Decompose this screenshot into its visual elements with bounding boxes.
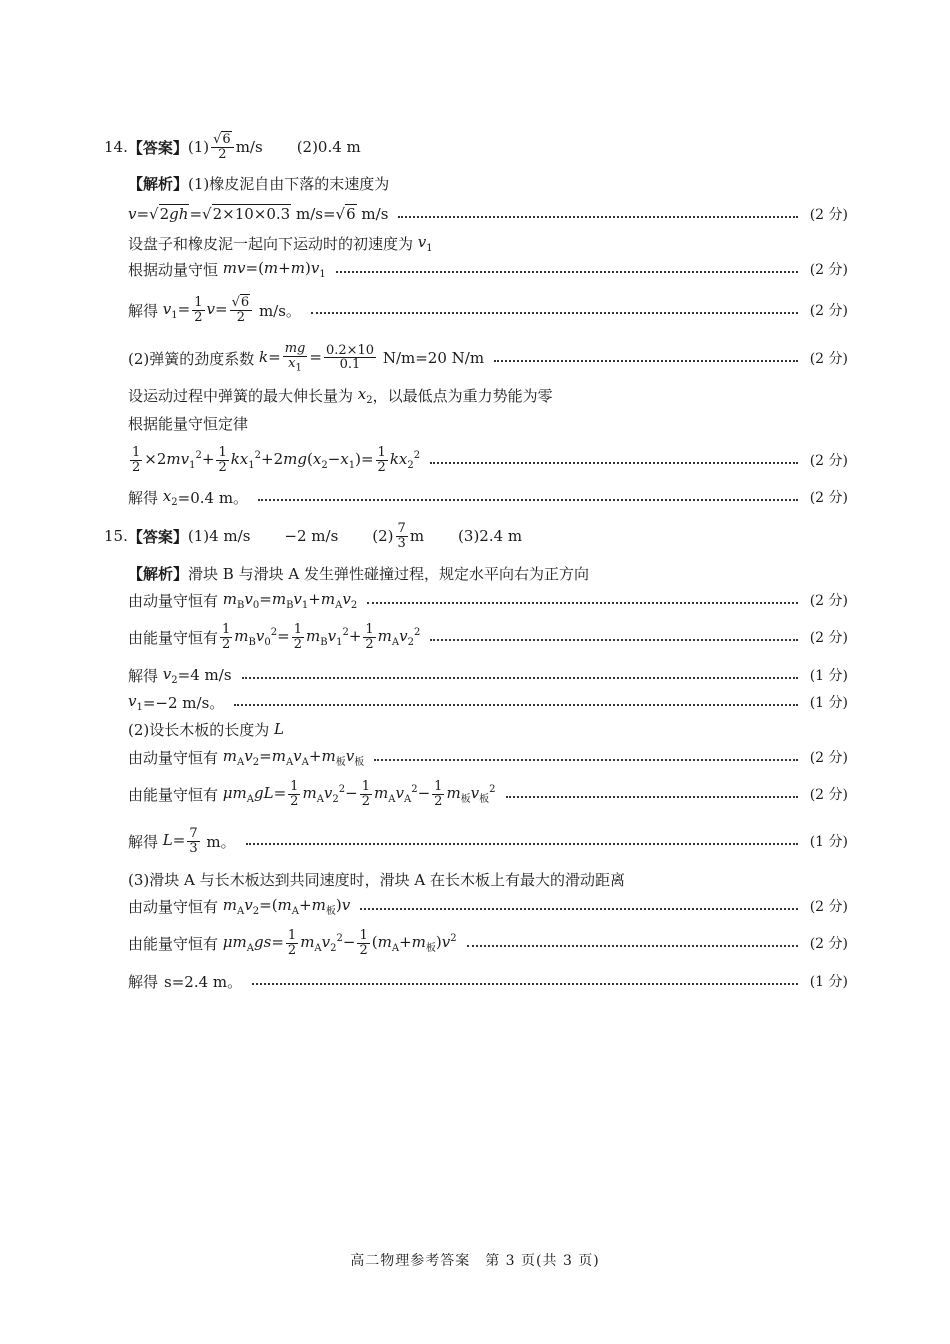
q15-s2-formula: $\frac{1}{2}$ $m_Bv_0^2=$ $\frac{1}{2}$ $m_Bv_1^2+$ $\frac{1}{2}$ $m_Av_2^2$ — [222, 621, 421, 652]
q15-answer-p2-unit: m — [409, 527, 425, 545]
q14-step6-text: 设运动过程中弹簧的最大伸长量为 — [128, 386, 354, 405]
q14-step2-text: 设盘子和橡皮泥一起向下运动时的初速度为 — [128, 234, 414, 253]
q15-answer-p2-fraction: $\frac{7}{3}$ — [397, 520, 406, 551]
q14-step9 — [128, 482, 848, 512]
q15-s5-text: (2)设长木板的长度为 — [128, 720, 270, 739]
q15-s11-text: 由能量守恒有 — [128, 934, 219, 953]
leader-dots — [494, 360, 798, 362]
leader-dots — [252, 983, 798, 985]
q14-step8 — [128, 440, 848, 480]
q14-step5-result: N/m=20 N/m — [382, 349, 485, 367]
q15-s1 — [128, 585, 848, 615]
leader-dots — [234, 704, 798, 706]
q15-s4-result: =−2 m/s。 — [142, 693, 225, 712]
leader-dots — [506, 796, 798, 798]
q15-s6-formula: $m_Av_2=m_Av_A+m_板v_板$ — [222, 746, 365, 768]
q14-step7 — [128, 408, 848, 438]
q15-s10-score: (2 分) — [809, 899, 848, 915]
q14-step1-score: (2 分) — [809, 207, 848, 223]
q15-answer-p2-prefix: (2) — [372, 527, 394, 545]
q14-analysis-tag: 【解析】 — [128, 174, 189, 193]
q14-step4-score: (2 分) — [809, 303, 848, 319]
q14-step5-formula: k= $\frac{mg}{x_1}$ = $\frac{0.2\times 10}{0.1}$ — [259, 341, 375, 374]
q14-step1-unit: m/s — [295, 205, 323, 223]
q15-s3-var: $v_2$ — [162, 664, 178, 686]
q15-s10 — [128, 891, 848, 921]
q15-s6 — [128, 742, 848, 772]
q15-s3-score: (1 分) — [809, 668, 848, 684]
leader-dots — [242, 677, 798, 679]
q15-analysis-tag: 【解析】 — [128, 564, 189, 583]
q15-answer-p1b: −2 m/s — [284, 527, 339, 545]
q15-s12-text: 解得 — [128, 972, 159, 991]
leader-dots — [430, 462, 798, 464]
q15-answer-tag: 【答案】 — [127, 527, 188, 546]
q15-number: 15. — [104, 527, 128, 545]
q15-s9-text: (3)滑块 A 与长木板达到共同速度时，滑块 A 在长木板上有最大的滑动距离 — [128, 870, 625, 889]
q14-step4-unit: m/s。 — [258, 301, 301, 320]
q14-step9-result: =0.4 m。 — [177, 488, 249, 507]
q15-s2 — [128, 617, 848, 657]
q15-s12-result: s=2.4 m。 — [164, 972, 243, 991]
q15-s6-text: 由动量守恒有 — [128, 748, 219, 767]
q15-s7-formula: $\mu m_AgL=$ $\frac{1}{2}$ $m_Av_2^2-$ $\frac{1}{2}$ $m_Av_A^2-$ $\frac{1}{2}$ $m_板v_板^2$ — [222, 778, 496, 809]
q15-s10-formula: $m_Av_2=(m_A+m_板)v$ — [222, 895, 351, 917]
q14-number: 14. — [104, 138, 128, 156]
q15-s8-score: (1 分) — [809, 834, 848, 850]
q15-s3 — [128, 660, 848, 690]
q14-step3-score: (2 分) — [809, 262, 848, 278]
q15-s11-formula: $\mu m_Ags=$ $\frac{1}{2}$ $m_Av_2^2-$ $\frac{1}{2}$ $(m_A+m_板)v^2$ — [222, 927, 457, 958]
q14-step6 — [128, 380, 848, 410]
q14-step5-score: (2 分) — [809, 351, 848, 367]
leader-dots — [336, 271, 798, 273]
q15-s1-score: (2 分) — [809, 593, 848, 609]
q14-step1-tail: =√6 m/s — [322, 205, 389, 223]
q15-s6-score: (2 分) — [809, 750, 848, 766]
q15-s8 — [128, 821, 848, 861]
q14-step9-text: 解得 — [128, 488, 159, 507]
q14-analysis-line — [128, 168, 848, 198]
q15-answer-p1: (1)4 m/s — [187, 527, 251, 545]
q14-step4-formula: $v_1=$ $\frac{1}{2}$ v= $\frac{√6}{2}$ — [158, 296, 259, 324]
leader-dots — [367, 602, 798, 604]
leader-dots — [246, 843, 798, 845]
q14-step5-text: (2)弹簧的劲度系数 — [128, 349, 255, 368]
q14-step9-var: $x_2$ — [162, 486, 178, 508]
q15-s5-var: L — [274, 720, 284, 738]
q15-s11 — [128, 923, 848, 963]
leader-dots — [360, 908, 798, 910]
q14-answer-line — [104, 132, 848, 162]
q15-s10-text: 由动量守恒有 — [128, 897, 219, 916]
q14-step5 — [128, 338, 848, 378]
q14-step6-rest: ，以最低点为重力势能为零 — [372, 386, 553, 405]
q14-step3-formula: $mv=(m+m)v_1$ — [222, 258, 326, 280]
leader-dots — [374, 759, 798, 761]
q15-s4-score: (1 分) — [809, 695, 848, 711]
q14-step1 — [128, 199, 848, 229]
leader-dots — [311, 312, 798, 314]
q15-s1-text: 由动量守恒有 — [128, 591, 219, 610]
page-footer: 高二物理参考答案 第 3 页(共 3 页) — [350, 1253, 600, 1269]
q14-step4 — [128, 290, 848, 330]
q15-s2-score: (2 分) — [809, 630, 848, 646]
leader-dots — [467, 945, 798, 947]
q15-s1-formula: $m_Bv_0=m_Bv_1+m_Av_2$ — [222, 589, 358, 611]
q14-step6-var: $x_2$ — [357, 384, 373, 406]
q14-step8-score: (2 分) — [809, 453, 848, 469]
q14-step3-text: 根据动量守恒 — [128, 260, 219, 279]
q14-analysis-intro: (1)橡皮泥自由下落的末速度为 — [188, 174, 390, 193]
leader-dots — [398, 216, 798, 218]
q15-s7 — [128, 774, 848, 814]
q14-answer-tag: 【答案】 — [127, 138, 188, 157]
q15-s4 — [128, 687, 848, 717]
q14-step3 — [128, 254, 848, 284]
q15-s3-result: =4 m/s — [177, 666, 232, 684]
q15-s4-var: $v_1$ — [128, 691, 143, 713]
q15-analysis-intro: 滑块 B 与滑块 A 发生弹性碰撞过程，规定水平向右为正方向 — [188, 564, 589, 583]
q14-step7-text: 根据能量守恒定律 — [128, 414, 249, 433]
q15-s8-unit: m。 — [206, 832, 236, 851]
leader-dots — [430, 639, 798, 641]
q15-s7-score: (2 分) — [809, 787, 848, 803]
q14-step9-score: (2 分) — [809, 490, 848, 506]
q14-step8-formula: $\frac{1}{2}$ $\times 2mv_1^2+$ $\frac{1}{2}$ $kx_1^2+2mg(x_2-x_1)=$ $\frac{1}{2}$ $kx_2^2$ — [132, 444, 421, 475]
q14-answer-p1-unit: m/s — [235, 138, 263, 156]
q15-answer-line — [104, 516, 848, 556]
q14-step2-var: $v_1$ — [417, 232, 433, 254]
q14-answer-p1-prefix: (1) — [187, 138, 210, 156]
q15-s5 — [128, 714, 848, 744]
q15-s7-text: 由能量守恒有 — [128, 785, 219, 804]
q15-answer-p3: (3)2.4 m — [458, 527, 523, 545]
q15-s9 — [128, 864, 848, 894]
q15-s3-text: 解得 — [128, 666, 159, 685]
q14-answer-p1-fraction: $\frac{√6}{2}$ — [211, 133, 234, 161]
leader-dots — [258, 499, 798, 501]
q15-s8-formula: L= $\frac{7}{3}$ — [162, 825, 198, 856]
q14-answer-p2: (2)0.4 m — [296, 138, 361, 156]
q15-analysis-line — [128, 558, 848, 588]
q15-s8-text: 解得 — [128, 832, 159, 851]
q15-s11-score: (2 分) — [809, 936, 848, 952]
q15-s2-text: 由能量守恒有 — [128, 628, 219, 647]
q14-step1-formula: v=√2gh=√2×10×0.3 — [128, 205, 291, 223]
q15-s12-score: (1 分) — [809, 974, 848, 990]
q14-step4-text: 解得 — [128, 301, 159, 320]
q15-s12 — [128, 966, 848, 996]
